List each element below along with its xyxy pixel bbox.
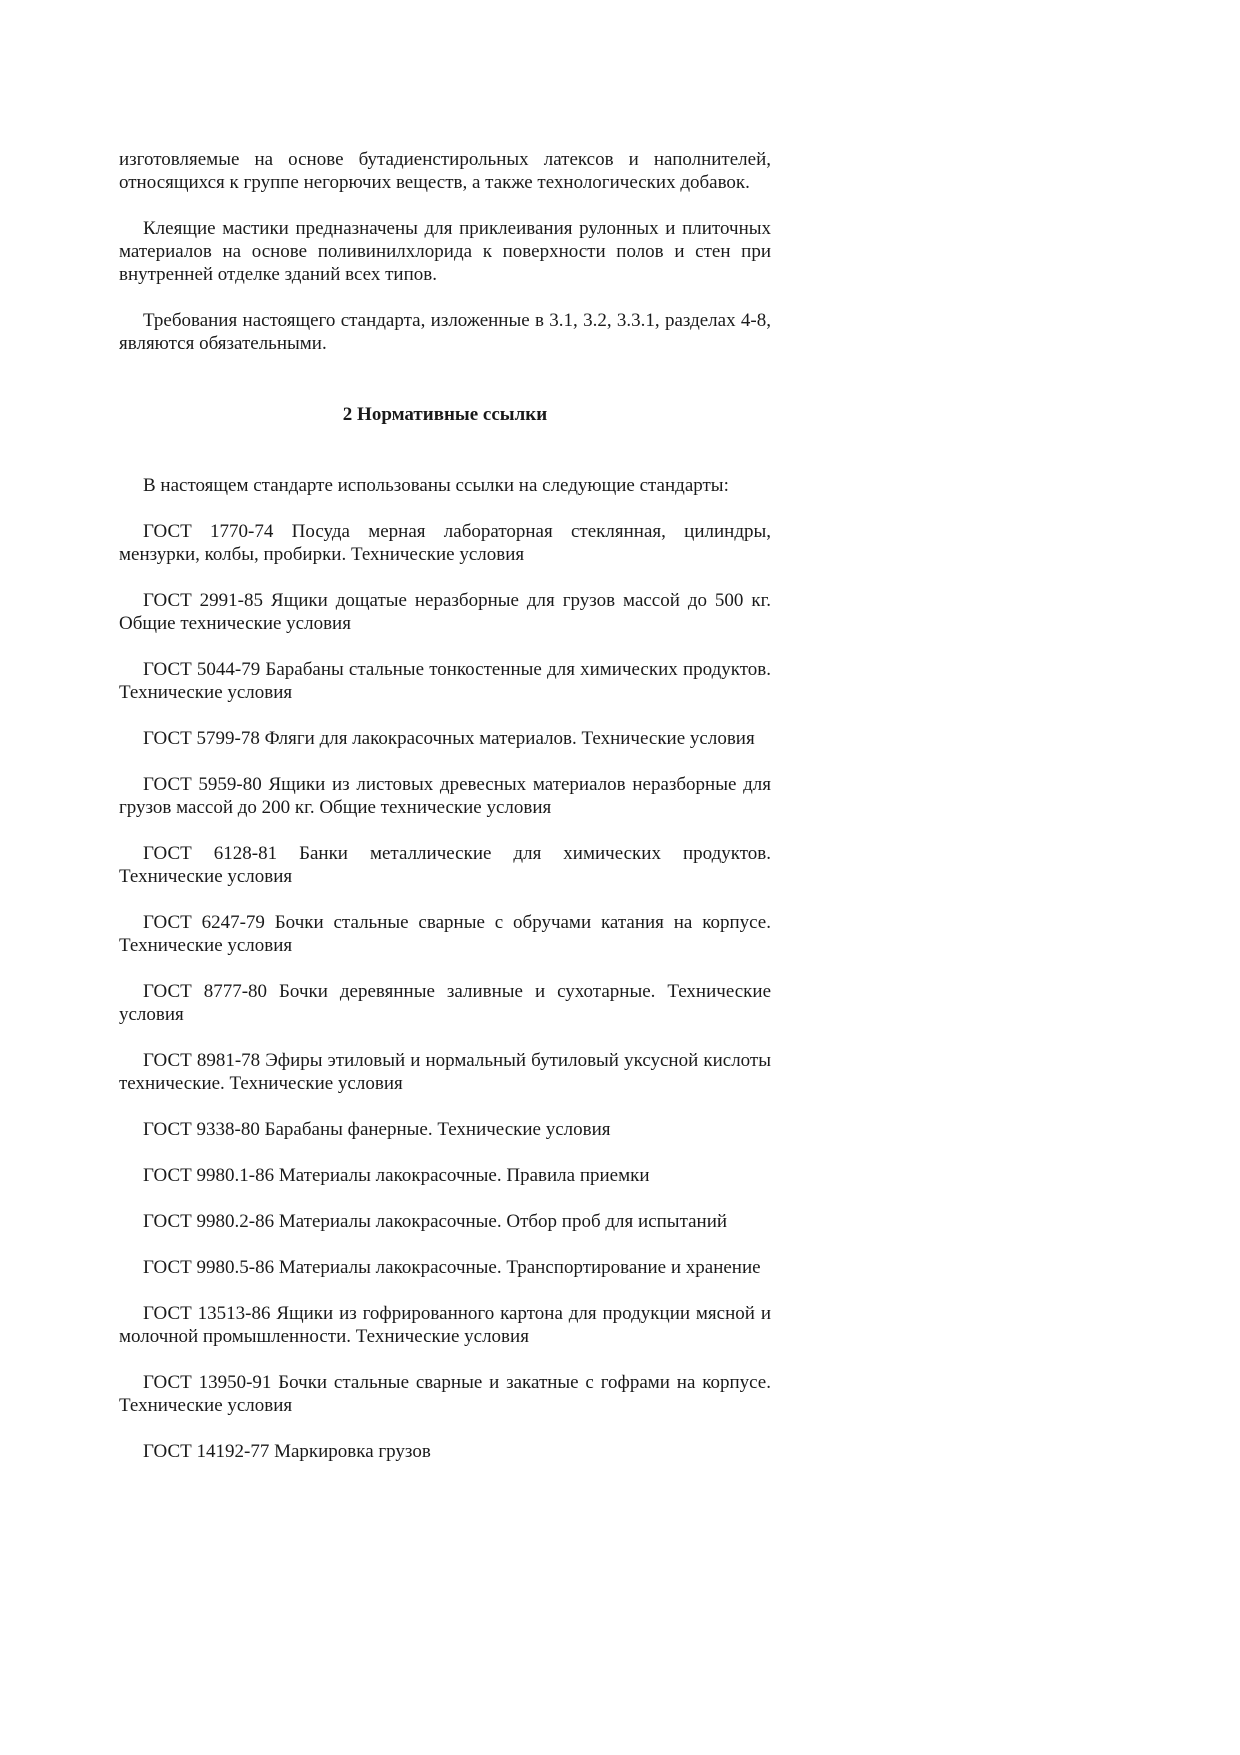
reference-item: ГОСТ 13950-91 Бочки стальные сварные и закатные с гофрами на корпусе. Технические условия bbox=[119, 1372, 771, 1416]
reference-item: ГОСТ 2991-85 Ящики дощатые неразборные для грузов массой до 500 кг. Общие технические условия bbox=[119, 590, 771, 634]
reference-item: ГОСТ 5959-80 Ящики из листовых древесных материалов неразборные для грузов массой до 200 кг. Общие технические условия bbox=[119, 774, 771, 818]
document-page bbox=[119, 148, 771, 1486]
reference-item: ГОСТ 1770-74 Посуда мерная лабораторная стеклянная, цилиндры, мензурки, колбы, пробирки. Технические условия bbox=[119, 521, 771, 565]
intro-paragraph-continuation: изготовляемые на основе бутадиенстирольных латексов и наполнителей, относящихся к группе негорючих веществ, а также технологических добавок. bbox=[119, 149, 771, 193]
reference-item: ГОСТ 9980.2-86 Материалы лакокрасочные. Отбор проб для испытаний bbox=[143, 1211, 728, 1232]
reference-item: ГОСТ 9980.5-86 Материалы лакокрасочные. Транспортирование и хранение bbox=[143, 1257, 761, 1278]
reference-item: ГОСТ 6128-81 Банки металлические для химических продуктов. Технические условия bbox=[119, 843, 771, 887]
reference-item: ГОСТ 9338-80 Барабаны фанерные. Технические условия bbox=[143, 1119, 611, 1140]
reference-item: ГОСТ 8777-80 Бочки деревянные заливные и сухотарные. Технические условия bbox=[119, 981, 771, 1025]
reference-item: ГОСТ 13513-86 Ящики из гофрированного картона для продукции мясной и молочной промышленности. Технические условия bbox=[119, 1303, 771, 1347]
reference-item: ГОСТ 14192-77 Маркировка грузов bbox=[143, 1441, 431, 1462]
intro-paragraph-mastics: Клеящие мастики предназначены для приклеивания рулонных и плиточных материалов на основе поливинилхлорида к поверхности полов и стен при внутренней отделке зданий всех типов. bbox=[119, 218, 771, 285]
reference-item: ГОСТ 8981-78 Эфиры этиловый и нормальный бутиловый уксусной кислоты технические. Технические условия bbox=[119, 1050, 771, 1094]
reference-item: ГОСТ 9980.1-86 Материалы лакокрасочные. Правила приемки bbox=[143, 1165, 650, 1186]
reference-list bbox=[119, 520, 771, 1463]
section-lead-paragraph: В настоящем стандарте использованы ссылки на следующие стандарты: bbox=[143, 475, 729, 496]
intro-paragraph-requirements: Требования настоящего стандарта, изложенные в 3.1, 3.2, 3.3.1, разделах 4-8, являются обязательными. bbox=[119, 310, 771, 354]
reference-item: ГОСТ 5799-78 Фляги для лакокрасочных материалов. Технические условия bbox=[143, 728, 755, 749]
reference-item: ГОСТ 5044-79 Барабаны стальные тонкостенные для химических продуктов. Технические условия bbox=[119, 659, 771, 703]
section-heading: 2 Нормативные ссылки bbox=[342, 404, 548, 425]
reference-item: ГОСТ 6247-79 Бочки стальные сварные с обручами катания на корпусе. Технические условия bbox=[119, 912, 771, 956]
